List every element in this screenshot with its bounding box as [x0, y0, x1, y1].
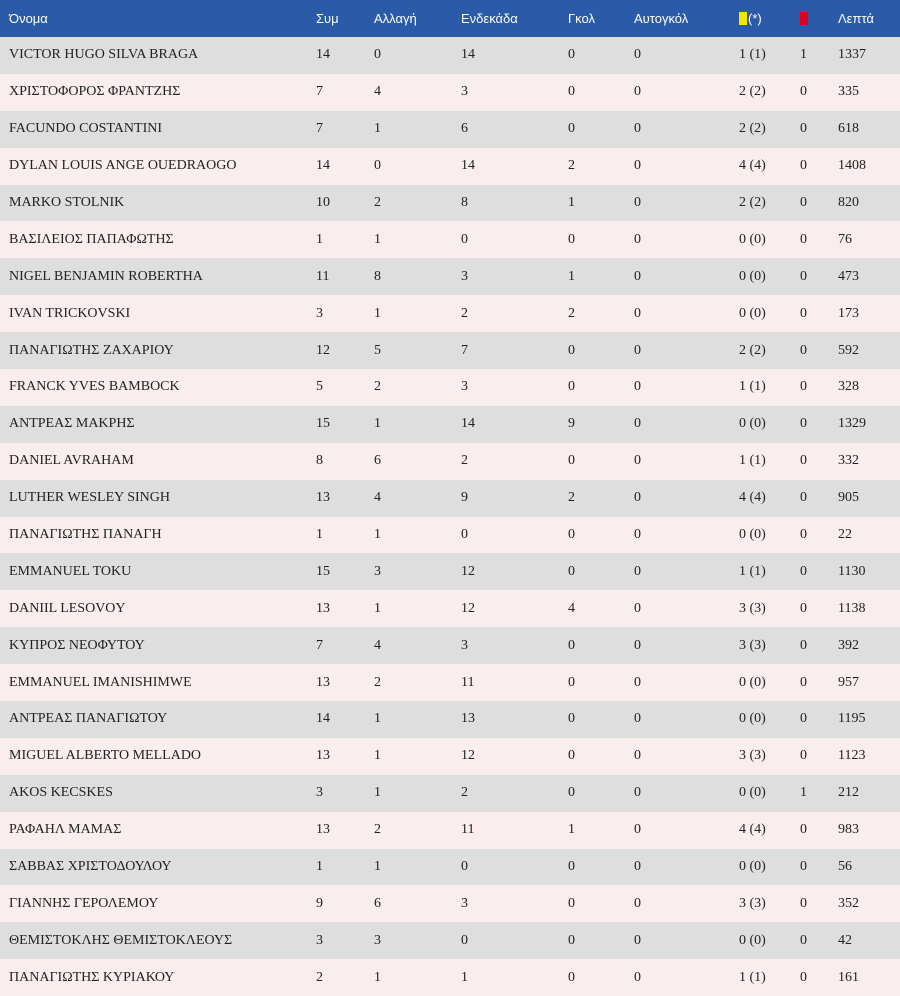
- header-starting-eleven[interactable]: Ενδεκάδα: [461, 11, 518, 26]
- starting-eleven-cell: 0: [461, 231, 468, 247]
- minutes-cell: 1138: [838, 600, 866, 616]
- appearances-cell: 13: [316, 490, 330, 506]
- player-name[interactable]: LUTHER WESLEY SINGH: [9, 490, 170, 506]
- minutes-cell: 1408: [838, 158, 866, 174]
- own-goals-cell: 0: [634, 859, 641, 875]
- own-goals-cell: 0: [634, 932, 641, 948]
- goals-cell: 0: [568, 379, 575, 395]
- starting-eleven-cell: 3: [461, 637, 468, 653]
- substitutions-cell: 1: [374, 859, 381, 875]
- starting-eleven-cell: 6: [461, 121, 468, 137]
- yellow-cards-cell: 0 (0): [739, 932, 766, 948]
- appearances-cell: 13: [316, 822, 330, 838]
- appearances-cell: 15: [316, 416, 330, 432]
- appearances-cell: 7: [316, 637, 323, 653]
- minutes-cell: 392: [838, 637, 859, 653]
- table-row: [0, 959, 900, 996]
- appearances-cell: 1: [316, 231, 323, 247]
- table-row: [0, 185, 900, 222]
- own-goals-cell: 0: [634, 379, 641, 395]
- table-row: [0, 74, 900, 111]
- table-row: [0, 553, 900, 590]
- minutes-cell: 22: [838, 527, 852, 543]
- red-cards-cell: 0: [800, 822, 807, 838]
- starting-eleven-cell: 2: [461, 453, 468, 469]
- table-row: [0, 701, 900, 738]
- substitutions-cell: 2: [374, 822, 381, 838]
- player-name[interactable]: FRANCK YVES BAMBOCK: [9, 379, 180, 395]
- substitutions-cell: 3: [374, 932, 381, 948]
- substitutions-cell: 2: [374, 674, 381, 690]
- red-cards-cell: 0: [800, 600, 807, 616]
- substitutions-cell: 2: [374, 379, 381, 395]
- table-row: [0, 221, 900, 258]
- substitutions-cell: 4: [374, 490, 381, 506]
- appearances-cell: 14: [316, 711, 330, 727]
- own-goals-cell: 0: [634, 822, 641, 838]
- own-goals-cell: 0: [634, 195, 641, 210]
- appearances-cell: 3: [316, 932, 323, 948]
- red-cards-cell: 0: [800, 453, 807, 469]
- own-goals-cell: 0: [634, 674, 641, 690]
- own-goals-cell: 0: [634, 84, 641, 100]
- table-row: [0, 37, 900, 74]
- appearances-cell: 7: [316, 84, 323, 100]
- goals-cell: 1: [568, 822, 575, 838]
- yellow-cards-cell: 3 (3): [739, 895, 766, 911]
- table-row: [0, 148, 900, 185]
- own-goals-cell: 0: [634, 416, 641, 432]
- appearances-cell: 12: [316, 342, 330, 358]
- player-name[interactable]: ΓΙΑΝΝΗΣ ΓΕΡΟΛΕΜΟΥ: [9, 895, 159, 911]
- minutes-cell: 328: [838, 379, 859, 395]
- own-goals-cell: 0: [634, 490, 641, 506]
- appearances-cell: 3: [316, 785, 323, 801]
- player-name[interactable]: AKOS KECSKES: [9, 785, 113, 801]
- own-goals-cell: 0: [634, 895, 641, 911]
- own-goals-cell: 0: [634, 268, 641, 284]
- header-appearances[interactable]: Συμ: [316, 11, 339, 26]
- own-goals-cell: 0: [634, 711, 641, 727]
- goals-cell: 0: [568, 47, 575, 63]
- red-card-icon: [800, 12, 808, 25]
- yellow-cards-cell: 2 (2): [739, 195, 766, 210]
- own-goals-cell: 0: [634, 748, 641, 764]
- player-name[interactable]: ΘΕΜΙΣΤΟΚΛΗΣ ΘΕΜΙΣΤΟΚΛΕΟΥΣ: [9, 932, 233, 948]
- starting-eleven-cell: 9: [461, 490, 468, 506]
- goals-cell: 0: [568, 785, 575, 801]
- red-cards-cell: 0: [800, 895, 807, 911]
- starting-eleven-cell: 14: [461, 158, 475, 174]
- minutes-cell: 335: [838, 84, 859, 100]
- starting-eleven-cell: 2: [461, 305, 468, 321]
- substitutions-cell: 6: [374, 895, 381, 911]
- yellow-cards-cell: 0 (0): [739, 859, 766, 875]
- appearances-cell: 9: [316, 895, 323, 911]
- yellow-cards-cell: 1 (1): [739, 379, 766, 395]
- yellow-cards-cell: 4 (4): [739, 490, 766, 506]
- starting-eleven-cell: 12: [461, 600, 475, 616]
- goals-cell: 0: [568, 932, 575, 948]
- goals-cell: 0: [568, 859, 575, 875]
- table-row: [0, 443, 900, 480]
- yellow-cards-cell: 3 (3): [739, 748, 766, 764]
- table-header-row: [0, 0, 900, 37]
- starting-eleven-cell: 12: [461, 563, 475, 579]
- red-cards-cell: 1: [800, 47, 807, 63]
- goals-cell: 0: [568, 342, 575, 358]
- red-cards-cell: 0: [800, 158, 807, 174]
- own-goals-cell: 0: [634, 305, 641, 321]
- appearances-cell: 13: [316, 600, 330, 616]
- red-cards-cell: 0: [800, 932, 807, 948]
- yellow-card-icon: [739, 12, 747, 25]
- goals-cell: 0: [568, 711, 575, 727]
- substitutions-cell: 1: [374, 969, 381, 985]
- minutes-cell: 983: [838, 822, 859, 838]
- goals-cell: 0: [568, 121, 575, 137]
- red-cards-cell: 0: [800, 268, 807, 284]
- table-row: [0, 517, 900, 554]
- minutes-cell: 957: [838, 674, 859, 690]
- substitutions-cell: 0: [374, 47, 381, 63]
- own-goals-cell: 0: [634, 785, 641, 801]
- goals-cell: 0: [568, 969, 575, 985]
- table-row: [0, 295, 900, 332]
- substitutions-cell: 3: [374, 563, 381, 579]
- red-cards-cell: 1: [800, 785, 807, 801]
- player-name[interactable]: NIGEL BENJAMIN ROBERTHA: [9, 268, 203, 284]
- player-name[interactable]: ΒΑΣΙΛΕΙΟΣ ΠΑΠΑΦΩΤΗΣ: [9, 231, 174, 247]
- substitutions-cell: 1: [374, 305, 381, 321]
- player-name[interactable]: DANIEL AVRAHAM: [9, 453, 134, 469]
- goals-cell: 1: [568, 195, 575, 210]
- red-cards-cell: 0: [800, 416, 807, 432]
- appearances-cell: 2: [316, 969, 323, 985]
- minutes-cell: 332: [838, 453, 859, 469]
- player-name[interactable]: ΠΑΝΑΓΙΩΤΗΣ ΠΑΝΑΓΗ: [9, 527, 162, 543]
- substitutions-cell: 4: [374, 84, 381, 100]
- minutes-cell: 905: [838, 490, 859, 506]
- header-goals[interactable]: Γκολ: [568, 11, 595, 26]
- minutes-cell: 618: [838, 121, 859, 137]
- own-goals-cell: 0: [634, 563, 641, 579]
- starting-eleven-cell: 3: [461, 84, 468, 100]
- substitutions-cell: 1: [374, 711, 381, 727]
- minutes-cell: 42: [838, 932, 852, 948]
- own-goals-cell: 0: [634, 231, 641, 247]
- table-row: [0, 590, 900, 627]
- own-goals-cell: 0: [634, 342, 641, 358]
- red-cards-cell: 0: [800, 674, 807, 690]
- substitutions-cell: 1: [374, 231, 381, 247]
- own-goals-cell: 0: [634, 527, 641, 543]
- player-name[interactable]: FACUNDO COSTANTINI: [9, 121, 163, 137]
- table-row: [0, 111, 900, 148]
- minutes-cell: 1123: [838, 748, 866, 764]
- red-cards-cell: 0: [800, 379, 807, 395]
- substitutions-cell: 6: [374, 453, 381, 469]
- substitutions-cell: 8: [374, 268, 381, 284]
- own-goals-cell: 0: [634, 969, 641, 985]
- red-cards-cell: 0: [800, 748, 807, 764]
- substitutions-cell: 1: [374, 527, 381, 543]
- starting-eleven-cell: 3: [461, 895, 468, 911]
- starting-eleven-cell: 12: [461, 748, 475, 764]
- red-cards-cell: 0: [800, 859, 807, 875]
- header-red-cards[interactable]: [800, 0, 838, 37]
- substitutions-cell: 5: [374, 342, 381, 358]
- starting-eleven-cell: 3: [461, 379, 468, 395]
- yellow-cards-cell: 2 (2): [739, 121, 766, 137]
- yellow-cards-cell: 1 (1): [739, 47, 766, 63]
- header-name[interactable]: Όνομα: [9, 11, 48, 26]
- goals-cell: 0: [568, 637, 575, 653]
- minutes-cell: 1195: [838, 711, 866, 727]
- substitutions-cell: 0: [374, 158, 381, 174]
- header-own-goals[interactable]: Αυτογκόλ: [634, 11, 689, 26]
- table-row: [0, 480, 900, 517]
- player-name[interactable]: MARKO STOLNIK: [9, 195, 125, 210]
- minutes-cell: 820: [838, 195, 859, 210]
- yellow-cards-cell: 0 (0): [739, 268, 766, 284]
- minutes-cell: 1337: [838, 47, 866, 63]
- minutes-cell: 1329: [838, 416, 866, 432]
- table-row: [0, 406, 900, 443]
- goals-cell: 1: [568, 268, 575, 284]
- substitutions-cell: 4: [374, 637, 381, 653]
- red-cards-cell: 0: [800, 490, 807, 506]
- minutes-cell: 212: [838, 785, 859, 801]
- header-yellow-cards[interactable]: [739, 0, 800, 37]
- player-name[interactable]: ΠΑΝΑΓΙΩΤΗΣ ΚΥΡΙΑΚΟΥ: [9, 969, 175, 985]
- substitutions-cell: 1: [374, 600, 381, 616]
- red-cards-cell: 0: [800, 84, 807, 100]
- goals-cell: 9: [568, 416, 575, 432]
- yellow-cards-cell: 1 (1): [739, 453, 766, 469]
- yellow-cards-cell: 0 (0): [739, 785, 766, 801]
- appearances-cell: 14: [316, 158, 330, 174]
- starting-eleven-cell: 2: [461, 785, 468, 801]
- yellow-cards-cell: 1 (1): [739, 563, 766, 579]
- substitutions-cell: 1: [374, 416, 381, 432]
- goals-cell: 2: [568, 490, 575, 506]
- table-row: [0, 922, 900, 959]
- player-name[interactable]: ΑΝΤΡΕΑΣ ΜΑΚΡΗΣ: [9, 416, 135, 432]
- player-name[interactable]: DANIIL LESOVOY: [9, 600, 126, 616]
- player-name[interactable]: ΚΥΠΡΟΣ ΝΕΟΦΥΤΟΥ: [9, 637, 145, 653]
- substitutions-cell: 1: [374, 785, 381, 801]
- appearances-cell: 11: [316, 268, 330, 284]
- goals-cell: 2: [568, 158, 575, 174]
- player-name[interactable]: EMMANUEL TOKU: [9, 563, 132, 579]
- own-goals-cell: 0: [634, 600, 641, 616]
- player-name[interactable]: ΡΑΦΑΗΛ ΜΑΜΑΣ: [9, 822, 122, 838]
- player-name[interactable]: IVAN TRICKOVSKI: [9, 305, 131, 321]
- appearances-cell: 13: [316, 748, 330, 764]
- table-row: [0, 775, 900, 812]
- starting-eleven-cell: 14: [461, 416, 475, 432]
- red-cards-cell: 0: [800, 305, 807, 321]
- starting-eleven-cell: 0: [461, 527, 468, 543]
- starting-eleven-cell: 11: [461, 822, 475, 838]
- table-row: [0, 664, 900, 701]
- goals-cell: 0: [568, 563, 575, 579]
- appearances-cell: 3: [316, 305, 323, 321]
- yellow-cards-cell: 2 (2): [739, 342, 766, 358]
- appearances-cell: 7: [316, 121, 323, 137]
- goals-cell: 2: [568, 305, 575, 321]
- own-goals-cell: 0: [634, 158, 641, 174]
- table-row: [0, 332, 900, 369]
- header-minutes[interactable]: Λεπτά: [838, 11, 874, 26]
- starting-eleven-cell: 1: [461, 969, 468, 985]
- red-cards-cell: 0: [800, 121, 807, 137]
- starting-eleven-cell: 13: [461, 711, 475, 727]
- red-cards-cell: 0: [800, 195, 807, 210]
- minutes-cell: 352: [838, 895, 859, 911]
- yellow-cards-cell: 0 (0): [739, 711, 766, 727]
- yellow-cards-cell: 1 (1): [739, 969, 766, 985]
- yellow-cards-cell: 4 (4): [739, 158, 766, 174]
- goals-cell: 0: [568, 231, 575, 247]
- player-name[interactable]: ΧΡΙΣΤΟΦΟΡΟΣ ΦΡΑΝΤΖΗΣ: [9, 84, 181, 100]
- header-substitutions[interactable]: Αλλαγή: [374, 11, 417, 26]
- yellow-cards-cell: 0 (0): [739, 674, 766, 690]
- own-goals-cell: 0: [634, 637, 641, 653]
- substitutions-cell: 1: [374, 748, 381, 764]
- minutes-cell: 473: [838, 268, 859, 284]
- table-row: [0, 369, 900, 406]
- yellow-cards-cell: 3 (3): [739, 600, 766, 616]
- red-cards-cell: 0: [800, 563, 807, 579]
- red-cards-cell: 0: [800, 231, 807, 247]
- yellow-cards-cell: 3 (3): [739, 637, 766, 653]
- player-name[interactable]: VICTOR HUGO SILVA BRAGA: [9, 47, 199, 63]
- table-row: [0, 849, 900, 886]
- goals-cell: 0: [568, 674, 575, 690]
- red-cards-cell: 0: [800, 711, 807, 727]
- player-name[interactable]: ΑΝΤΡΕΑΣ ΠΑΝΑΓΙΩΤΟΥ: [9, 711, 168, 727]
- starting-eleven-cell: 14: [461, 47, 475, 63]
- own-goals-cell: 0: [634, 121, 641, 137]
- starting-eleven-cell: 0: [461, 859, 468, 875]
- own-goals-cell: 0: [634, 453, 641, 469]
- starting-eleven-cell: 3: [461, 268, 468, 284]
- red-cards-cell: 0: [800, 637, 807, 653]
- goals-cell: 0: [568, 527, 575, 543]
- appearances-cell: 15: [316, 563, 330, 579]
- table-row: [0, 812, 900, 849]
- minutes-cell: 76: [838, 231, 852, 247]
- player-name[interactable]: DYLAN LOUIS ANGE OUEDRAOGO: [9, 158, 237, 174]
- minutes-cell: 161: [838, 969, 859, 985]
- minutes-cell: 173: [838, 305, 859, 321]
- own-goals-cell: 0: [634, 47, 641, 63]
- minutes-cell: 1130: [838, 563, 866, 579]
- substitutions-cell: 2: [374, 195, 381, 210]
- starting-eleven-cell: 8: [461, 195, 468, 210]
- appearances-cell: 10: [316, 195, 330, 210]
- yellow-cards-cell: 0 (0): [739, 527, 766, 543]
- red-cards-cell: 0: [800, 342, 807, 358]
- table-row: [0, 258, 900, 295]
- yellow-cards-cell: 4 (4): [739, 822, 766, 838]
- appearances-cell: 1: [316, 859, 323, 875]
- minutes-cell: 592: [838, 342, 859, 358]
- yellow-cards-cell: 0 (0): [739, 231, 766, 247]
- minutes-cell: 56: [838, 859, 852, 875]
- player-name[interactable]: MIGUEL ALBERTO MELLADO: [9, 748, 202, 764]
- red-cards-cell: 0: [800, 969, 807, 985]
- starting-eleven-cell: 7: [461, 342, 468, 358]
- red-cards-cell: 0: [800, 527, 807, 543]
- header-yellow-suffix: (*): [748, 11, 762, 26]
- goals-cell: 0: [568, 453, 575, 469]
- appearances-cell: 13: [316, 674, 330, 690]
- table-row: [0, 738, 900, 775]
- appearances-cell: 1: [316, 527, 323, 543]
- player-name[interactable]: ΠΑΝΑΓΙΩΤΗΣ ΖΑΧΑΡΙΟΥ: [9, 342, 174, 358]
- substitutions-cell: 1: [374, 121, 381, 137]
- yellow-cards-cell: 0 (0): [739, 305, 766, 321]
- table-row: [0, 627, 900, 664]
- player-name[interactable]: EMMANUEL IMANISHIMWE: [9, 674, 192, 690]
- goals-cell: 4: [568, 600, 575, 616]
- starting-eleven-cell: 11: [461, 674, 475, 690]
- starting-eleven-cell: 0: [461, 932, 468, 948]
- goals-cell: 0: [568, 895, 575, 911]
- yellow-cards-cell: 2 (2): [739, 84, 766, 100]
- yellow-cards-cell: 0 (0): [739, 416, 766, 432]
- appearances-cell: 5: [316, 379, 323, 395]
- goals-cell: 0: [568, 84, 575, 100]
- appearances-cell: 14: [316, 47, 330, 63]
- goals-cell: 0: [568, 748, 575, 764]
- player-name[interactable]: ΣΑΒΒΑΣ ΧΡΙΣΤΟΔΟΥΛΟΥ: [9, 859, 172, 875]
- appearances-cell: 8: [316, 453, 323, 469]
- table-row: [0, 885, 900, 922]
